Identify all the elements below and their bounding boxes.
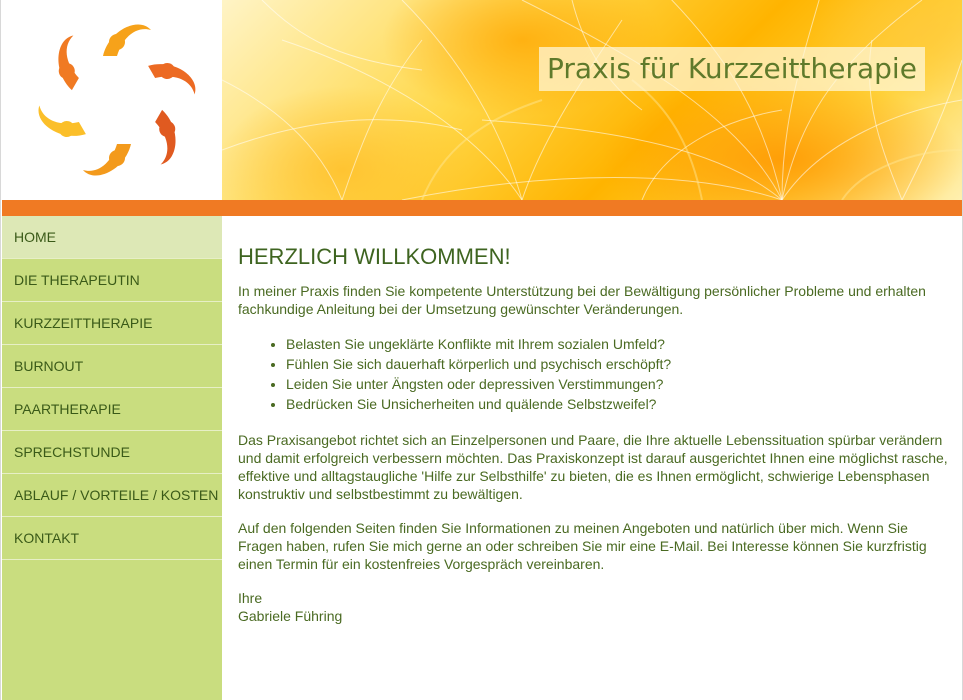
offer-paragraph: Das Praxisangebot richtet sich an Einzelpersonen und Paare, die Ihre aktuelle Lebenssituation spürbar verändern und damit erfolgreich verbessern möchten. Das Praxiskonzept ist darauf ausgerichtet Ihnen eine möglichst rasche, effektive und alltagstaugliche 'Hilfe zur Selbsthilfe' zu bieten, die es Ihnen ermöglicht, schwierige Lebensphasen konstruktiv und selbstbestimmt zu bewältigen.: [238, 432, 948, 502]
page-title: HERZLICH WILLKOMMEN!: [238, 244, 511, 269]
sidebar-item-home[interactable]: HOME: [2, 216, 222, 259]
info-paragraph: Auf den folgenden Seiten finden Sie Informationen zu meinen Angeboten und natürlich über mich. Wenn Sie Fragen haben, rufen Sie mich gerne an oder schreiben Sie mir eine E-Mail. Bei Interesse können Sie kurzfristig einen Termin für ein kostenfreies Vorgespräch vereinbaren.: [238, 520, 927, 572]
header-divider: [2, 200, 962, 216]
sidebar-item-sprechstunde[interactable]: SPRECHSTUNDE: [2, 431, 222, 474]
list-item: • Leiden Sie unter Ängsten oder depressiven Verstimmungen?: [286, 374, 948, 394]
list-item: • Bedrücken Sie Unsicherheiten und quälende Selbstzweifel?: [286, 394, 948, 414]
question-list: [286, 334, 948, 414]
logo[interactable]: [2, 0, 222, 200]
sidebar-item-die-therapeutin[interactable]: DIE THERAPEUTIN: [2, 259, 222, 302]
list-item: • Belasten Sie ungeklärte Konflikte mit Ihrem sozialen Umfeld?: [286, 334, 948, 354]
list-item: • Fühlen Sie sich dauerhaft körperlich und psychisch erschöpft?: [286, 354, 948, 374]
signature-name: Gabriele Führing: [238, 608, 343, 624]
site-title: Praxis für Kurzzeittherapie: [539, 47, 925, 91]
main-content: [238, 244, 948, 625]
sidebar-item-kurzzeittherapie[interactable]: KURZZEITTHERAPIE: [2, 302, 222, 345]
header-banner: [222, 0, 962, 200]
sidebar-item-paartherapie[interactable]: PAARTHERAPIE: [2, 388, 222, 431]
sidebar-item-kontakt[interactable]: KONTAKT: [2, 517, 222, 560]
sidebar-item-burnout[interactable]: BURNOUT: [2, 345, 222, 388]
sidebar-nav: [2, 216, 222, 700]
intro-paragraph: In meiner Praxis finden Sie kompetente Unterstützung bei der Bewältigung persönlicher Probleme und erhalten fachkundige Anleitung bei der Umsetzung gewünschter Veränderungen.: [238, 283, 926, 317]
sidebar-item-ablauf-vorteile-kosten[interactable]: ABLAUF / VORTEILE / KOSTEN: [2, 474, 222, 517]
closing-text: Ihre: [238, 590, 263, 606]
sun-figures-logo-icon: [2, 0, 222, 200]
dandelion-fibres-image: [222, 0, 962, 200]
